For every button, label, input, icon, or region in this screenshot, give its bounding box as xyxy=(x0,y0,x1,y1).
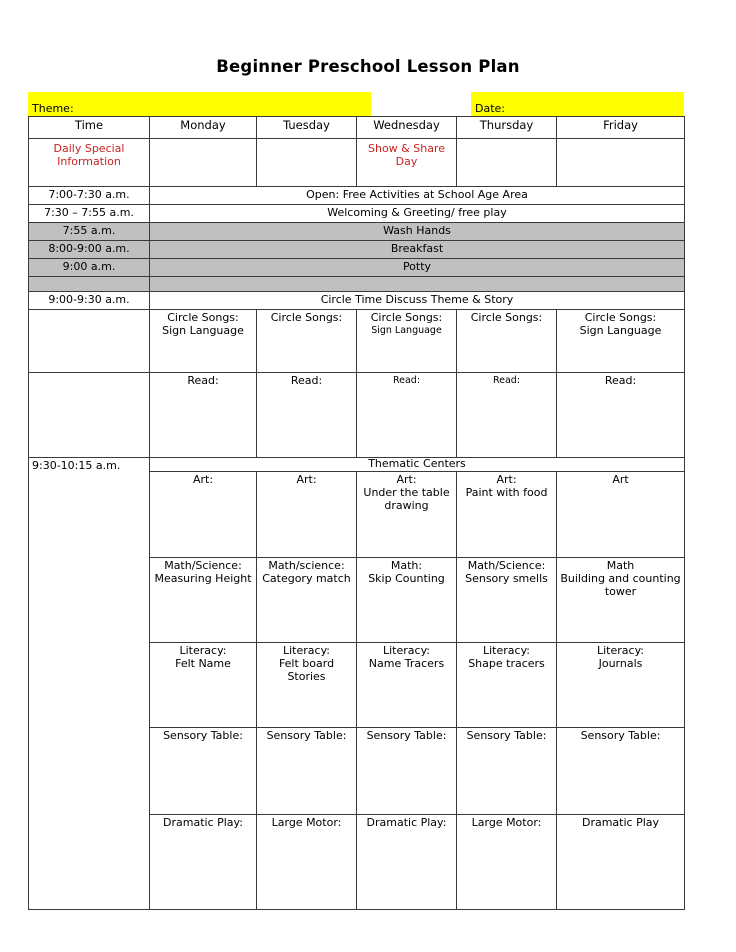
daily-special-label: Daily Special Information xyxy=(29,139,150,187)
daily-special-monday[interactable] xyxy=(150,139,257,187)
sensory-table-wednesday[interactable]: Sensory Table: xyxy=(357,727,457,814)
art-thursday[interactable]: Art: Paint with food xyxy=(457,471,557,557)
column-header-thursday: Thursday xyxy=(457,117,557,139)
thematic-centers-label: Thematic Centers xyxy=(150,457,685,471)
circle-songs-thursday[interactable]: Circle Songs: xyxy=(457,309,557,372)
art-tuesday[interactable]: Art: xyxy=(257,471,357,557)
schedule-time: 9:00-9:30 a.m. xyxy=(29,291,150,309)
math-friday[interactable]: Math Building and counting tower xyxy=(557,557,685,642)
read-wednesday[interactable]: Read: xyxy=(357,372,457,457)
math-thursday[interactable]: Math/Science: Sensory smells xyxy=(457,557,557,642)
art-friday[interactable]: Art xyxy=(557,471,685,557)
art-wednesday[interactable]: Art: Under the table drawing xyxy=(357,471,457,557)
schedule-row xyxy=(29,240,685,258)
read-time xyxy=(29,372,150,457)
circle-songs-tuesday[interactable]: Circle Songs: xyxy=(257,309,357,372)
date-field[interactable] xyxy=(471,92,684,116)
schedule-row xyxy=(29,291,685,309)
schedule-time: 9:00 a.m. xyxy=(29,258,150,276)
theme-field[interactable] xyxy=(28,92,371,116)
literacy-tuesday[interactable]: Literacy: Felt board Stories xyxy=(257,642,357,727)
date-label: Date: xyxy=(475,102,505,116)
dramatic-play-monday[interactable]: Dramatic Play: xyxy=(150,814,257,909)
circle-songs-wednesday[interactable]: Circle Songs: Sign Language xyxy=(357,309,457,372)
column-header-monday: Monday xyxy=(150,117,257,139)
daily-special-wednesday[interactable]: Show & Share Day xyxy=(357,139,457,187)
schedule-activity: Potty xyxy=(150,258,685,276)
schedule-row xyxy=(29,222,685,240)
lesson-plan-table xyxy=(28,116,685,910)
column-header-wednesday: Wednesday xyxy=(357,117,457,139)
sensory-table-thursday[interactable]: Sensory Table: xyxy=(457,727,557,814)
schedule-time: 8:00-9:00 a.m. xyxy=(29,240,150,258)
schedule-time: 7:55 a.m. xyxy=(29,222,150,240)
math-wednesday[interactable]: Math: Skip Counting xyxy=(357,557,457,642)
circle-songs-friday[interactable]: Circle Songs: Sign Language xyxy=(557,309,685,372)
schedule-activity: Open: Free Activities at School Age Area xyxy=(150,187,685,205)
literacy-wednesday[interactable]: Literacy: Name Tracers xyxy=(357,642,457,727)
schedule-time: 7:00-7:30 a.m. xyxy=(29,187,150,205)
daily-special-thursday[interactable] xyxy=(457,139,557,187)
daily-special-tuesday[interactable] xyxy=(257,139,357,187)
page-title: Beginner Preschool Lesson Plan xyxy=(216,57,520,76)
read-monday[interactable]: Read: xyxy=(150,372,257,457)
theme-date-banner xyxy=(28,92,684,116)
schedule-time: 7:30 – 7:55 a.m. xyxy=(29,204,150,222)
schedule-activity: Circle Time Discuss Theme & Story xyxy=(150,291,685,309)
read-row xyxy=(29,372,685,457)
centers-time: 9:30-10:15 a.m. xyxy=(29,457,150,909)
read-thursday[interactable]: Read: xyxy=(457,372,557,457)
math-monday[interactable]: Math/Science: Measuring Height xyxy=(150,557,257,642)
circle-songs-monday[interactable]: Circle Songs: Sign Language xyxy=(150,309,257,372)
sensory-table-friday[interactable]: Sensory Table: xyxy=(557,727,685,814)
read-friday[interactable]: Read: xyxy=(557,372,685,457)
schedule-activity: Wash Hands xyxy=(150,222,685,240)
sensory-table-tuesday[interactable]: Sensory Table: xyxy=(257,727,357,814)
art-monday[interactable]: Art: xyxy=(150,471,257,557)
theme-label: Theme: xyxy=(32,102,74,116)
literacy-friday[interactable]: Literacy: Journals xyxy=(557,642,685,727)
schedule-row xyxy=(29,204,685,222)
daily-special-row xyxy=(29,139,685,187)
column-header-time: Time xyxy=(29,117,150,139)
schedule-row xyxy=(29,187,685,205)
daily-special-friday[interactable] xyxy=(557,139,685,187)
schedule-time xyxy=(29,276,150,291)
dramatic-play-thursday[interactable]: Large Motor: xyxy=(457,814,557,909)
schedule-activity xyxy=(150,276,685,291)
circle-songs-row xyxy=(29,309,685,372)
literacy-monday[interactable]: Literacy: Felt Name xyxy=(150,642,257,727)
literacy-thursday[interactable]: Literacy: Shape tracers xyxy=(457,642,557,727)
schedule-row-spacer xyxy=(29,276,685,291)
thematic-centers-row xyxy=(29,457,685,471)
dramatic-play-tuesday[interactable]: Large Motor: xyxy=(257,814,357,909)
dramatic-play-wednesday[interactable]: Dramatic Play: xyxy=(357,814,457,909)
banner-gap xyxy=(371,92,471,116)
column-header-friday: Friday xyxy=(557,117,685,139)
schedule-activity: Welcoming & Greeting/ free play xyxy=(150,204,685,222)
read-tuesday[interactable]: Read: xyxy=(257,372,357,457)
table-header-row xyxy=(29,117,685,139)
schedule-row xyxy=(29,258,685,276)
dramatic-play-friday[interactable]: Dramatic Play xyxy=(557,814,685,909)
circle-songs-time xyxy=(29,309,150,372)
math-tuesday[interactable]: Math/science: Category match xyxy=(257,557,357,642)
column-header-tuesday: Tuesday xyxy=(257,117,357,139)
sensory-table-monday[interactable]: Sensory Table: xyxy=(150,727,257,814)
schedule-activity: Breakfast xyxy=(150,240,685,258)
